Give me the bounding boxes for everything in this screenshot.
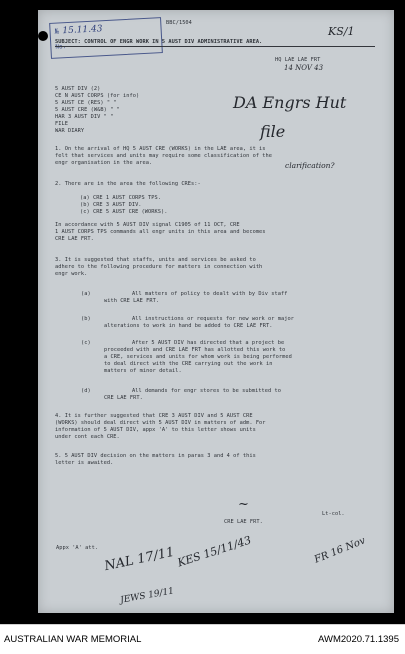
paragraph-line: CRE LAE FRT. [55, 236, 94, 242]
list-item: (a) CRE 1 AUST CORPS TPS. [80, 195, 161, 201]
archive-id: AWM2020.71.1395 [318, 634, 399, 645]
from-line: HQ LAE LAE FRT [275, 57, 321, 63]
paragraph-line: 4. It is further suggested that CRE 3 AUST DIV and 5 AUST CRE [55, 413, 253, 419]
list-item-line: alterations to work in hand be added to CRE LAE FRT. [104, 323, 273, 329]
paragraph-line: 2. There are in the area the following CREs:- [55, 181, 201, 187]
list-item: (c) CRE 5 AUST CRE (WORKS). [80, 209, 168, 215]
list-item: (b) CRE 3 AUST DIV. [80, 202, 142, 208]
signature-title: CRE LAE FRT. [224, 519, 263, 525]
distribution-item: HAR 3 AUST DIV " " [55, 114, 114, 120]
handwritten-note-3: clarification? [285, 161, 335, 170]
distribution-item: FILE [55, 121, 68, 127]
paragraph-line: 3. It is suggested that staffs, units and services be asked to [55, 257, 256, 263]
paragraph-line: adhere to the following procedure for matters in connection with [55, 264, 263, 270]
subject-line: SUBJECT: CONTROL OF ENGR WORK IN 5 AUST DIV ADMINISTRATIVE AREA. [55, 39, 263, 45]
list-item-label: (a) [81, 291, 91, 297]
handwritten-note-2: file [260, 122, 286, 141]
handwritten-ref: KS/1 [328, 25, 355, 38]
handwritten-note-1: DA Engrs Hut [233, 93, 347, 112]
list-item-line: CRE LAE FRT. [104, 395, 143, 401]
initials-4: FR 16 Nov [312, 535, 368, 566]
list-item-line: a CRE, services and units for whom work is being performed [104, 354, 292, 360]
list-item-line: All instructions or requests for new work or major [132, 316, 294, 322]
paragraph-line: engr organisation in the area. [55, 160, 153, 166]
distribution-item: WAR DIARY [55, 128, 85, 134]
paragraph-line: 5. 5 AUST DIV decision on the matters in paras 3 and 4 of this [55, 453, 256, 459]
list-item-line: All demands for engr stores to be submitted to [132, 388, 281, 394]
list-item-label: (c) [81, 340, 91, 346]
distribution-item: CE N AUST CORPS (for info) [55, 93, 140, 99]
received-stamp [49, 17, 163, 59]
subject-underline [55, 46, 375, 47]
list-item-line: After 5 AUST DIV has directed that a project be [132, 340, 285, 346]
paragraph-line: 1 AUST CORPS TPS commands all engr units in this area and becomes [55, 229, 266, 235]
date-line: 14 NOV 43 [284, 64, 324, 72]
list-item-label: (d) [81, 388, 91, 394]
stamp-number: No. [55, 43, 67, 51]
distribution-item: 5 AUST CE (RES) " " [55, 100, 117, 106]
archive-name: AUSTRALIAN WAR MEMORIAL [4, 634, 142, 645]
punch-hole [38, 31, 48, 41]
archive-footer [0, 624, 405, 654]
paragraph-line: information of 5 AUST DIV, appx 'A' to this letter shows units [55, 427, 256, 433]
stamp-date: № 15.11.43 [54, 24, 103, 37]
distribution-item: 5 AUST CRE (W&B) " " [55, 107, 120, 113]
signature: ~ [238, 497, 249, 512]
paragraph-line: (WORKS) should deal direct with 5 AUST DIV in matters of adm. For [55, 420, 266, 426]
initials-1: NAL 17/11 [103, 544, 176, 575]
list-item-line: proceeded with and CRE LAE FRT has allotted this work to [104, 347, 286, 353]
paragraph-line: 1. On the arrival of HQ 5 AUST CRE (WORKS) in the LAE area, it is [55, 146, 266, 152]
initials-2: KES 15/11/43 [175, 533, 253, 570]
distribution-item: 5 AUST DIV (2) [55, 86, 101, 92]
paragraph-line: under cont each CRE. [55, 434, 120, 440]
list-item-label: (b) [81, 316, 91, 322]
paragraph-line: felt that services and units may require some classification of the [55, 153, 273, 159]
reference-number: BBC/1504 [166, 20, 192, 26]
signature-rank: Lt-col. [322, 511, 345, 517]
list-item-line: matters of minor detail. [104, 368, 182, 374]
paragraph-line: In accordance with 5 AUST DIV signal C1905 of 11 OCT, CRE [55, 222, 240, 228]
list-item-line: with CRE LAE FRT. [104, 298, 160, 304]
list-item-line: All matters of policy to dealt with by Div staff [132, 291, 288, 297]
paragraph-line: letter is awaited. [55, 460, 114, 466]
initials-3: JEWS 19/11 [119, 586, 175, 606]
appendix-note: Appx 'A' att. [56, 545, 99, 551]
paragraph-line: engr work. [55, 271, 88, 277]
list-item-line: to deal direct with the CRE carrying out the work in [104, 361, 273, 367]
